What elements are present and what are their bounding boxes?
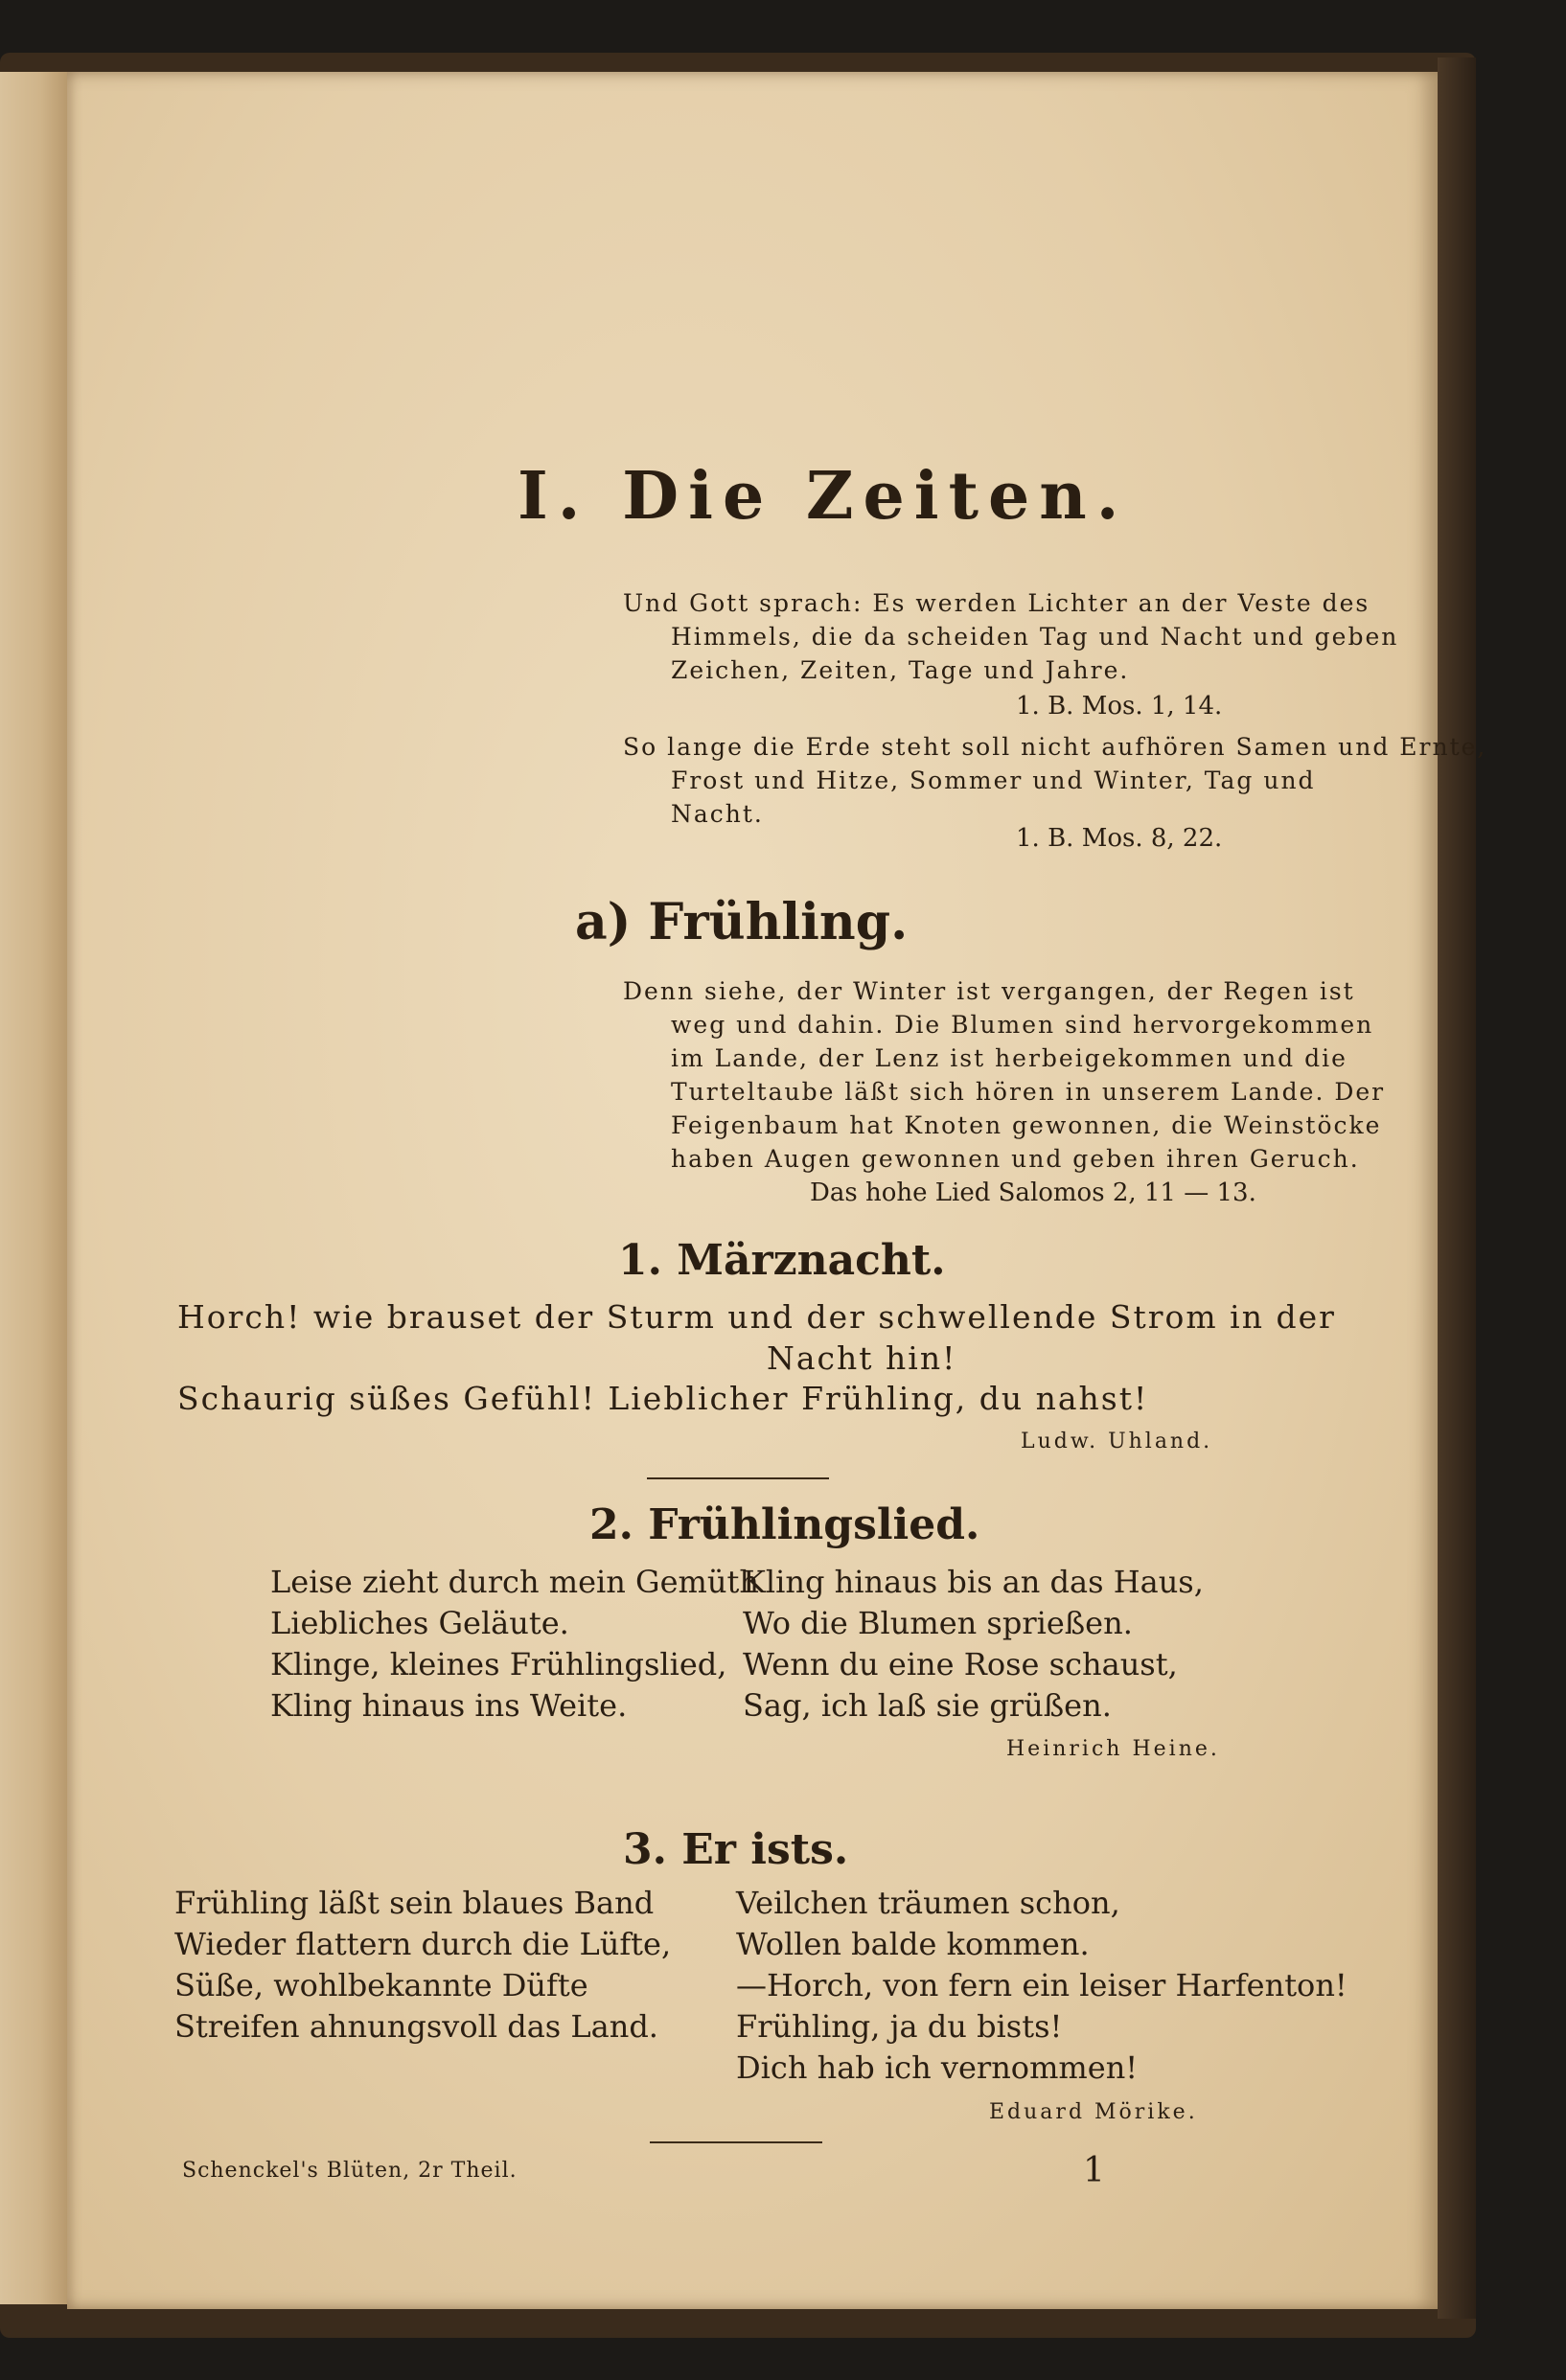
poem2-line: Wo die Blumen sprießen. [743, 1605, 1133, 1641]
signature-mark: Schenckel's Blüten, 2r Theil. [182, 2159, 518, 2183]
poem3-title: 3. Er ists. [623, 1825, 849, 1874]
section-motto-line: weg und dahin. Die Blumen sind hervorgekommen [671, 1011, 1374, 1039]
motto2-line: Nacht. [671, 800, 764, 828]
poem3-line: Wieder flattern durch die Lüfte, [174, 1926, 672, 1962]
motto2-line: Frost und Hitze, Sommer und Winter, Tag und [671, 767, 1316, 794]
divider [647, 1477, 829, 1479]
footer-divider [650, 2141, 822, 2143]
poem1-line: Nacht hin! [767, 1339, 957, 1377]
poem2-author: Heinrich Heine. [1006, 1737, 1220, 1761]
poem2-line: Leise zieht durch mein Gemüth [270, 1564, 759, 1600]
motto1-line: Zeichen, Zeiten, Tage und Jahre. [671, 656, 1130, 684]
poem2-line: Wenn du eine Rose schaust, [743, 1646, 1178, 1682]
poem2-line: Liebliches Geläute. [270, 1605, 569, 1641]
poem2-line: Sag, ich laß sie grüßen. [743, 1687, 1112, 1724]
poem3-line: Dich hab ich vernommen! [736, 2049, 1139, 2086]
poem3-line: Veilchen träumen schon, [736, 1885, 1120, 1921]
poem3-author: Eduard Mörike. [989, 2100, 1198, 2124]
motto1-reference: 1. B. Mos. 1, 14. [1016, 692, 1223, 721]
poem3-line: Süße, wohlbekannte Düfte [174, 1967, 588, 2003]
section-motto-line: im Lande, der Lenz ist herbeigekommen und die [671, 1044, 1347, 1072]
section-motto-line: Denn siehe, der Winter ist vergangen, der Regen ist [623, 977, 1355, 1005]
poem1-author: Ludw. Uhland. [1021, 1430, 1213, 1453]
poem3-line: Streifen ahnungsvoll das Land. [174, 2008, 658, 2045]
section-motto-line: haben Augen gewonnen und geben ihren Geruch. [671, 1145, 1360, 1173]
section-title: a) Frühling. [575, 893, 909, 951]
section-motto-line: Turteltaube läßt sich hören in unserem Lande. Der [671, 1078, 1386, 1106]
poem2-line: Kling hinaus ins Weite. [270, 1687, 628, 1724]
poem1-title: 1. Märznacht. [618, 1236, 946, 1285]
facing-page-edge [0, 72, 67, 2304]
page-number: 1 [1083, 2151, 1105, 2190]
book-edge [1438, 57, 1476, 2319]
poem2-line: Kling hinaus bis an das Haus, [743, 1564, 1204, 1600]
poem1-line: Horch! wie brauset der Sturm und der schwellende Strom in der [177, 1298, 1336, 1336]
poem2-title: 2. Frühlingslied. [589, 1500, 980, 1549]
poem3-line: Wollen balde kommen. [736, 1926, 1090, 1962]
motto2-reference: 1. B. Mos. 8, 22. [1016, 824, 1223, 853]
motto1-line: Himmels, die da scheiden Tag und Nacht und geben [671, 623, 1399, 651]
section-motto-reference: Das hohe Lied Salomos 2, 11 — 13. [810, 1179, 1256, 1207]
motto1-line: Und Gott sprach: Es werden Lichter an der Veste des [623, 589, 1370, 617]
poem2-line: Klinge, kleines Frühlingslied, [270, 1646, 727, 1682]
poem3-line: Frühling läßt sein blaues Band [174, 1885, 655, 1921]
poem3-line: Frühling, ja du bists! [736, 2008, 1063, 2045]
motto2-line: So lange die Erde steht soll nicht aufhören Samen und Ernte, [623, 733, 1487, 761]
poem1-line: Schaurig süßes Gefühl! Lieblicher Frühling, du nahst! [177, 1380, 1149, 1417]
section-motto-line: Feigenbaum hat Knoten gewonnen, die Weinstöcke [671, 1111, 1382, 1139]
chapter-title: I. Die Zeiten. [518, 458, 1129, 535]
poem3-line: —Horch, von fern ein leiser Harfenton! [736, 1967, 1347, 2003]
